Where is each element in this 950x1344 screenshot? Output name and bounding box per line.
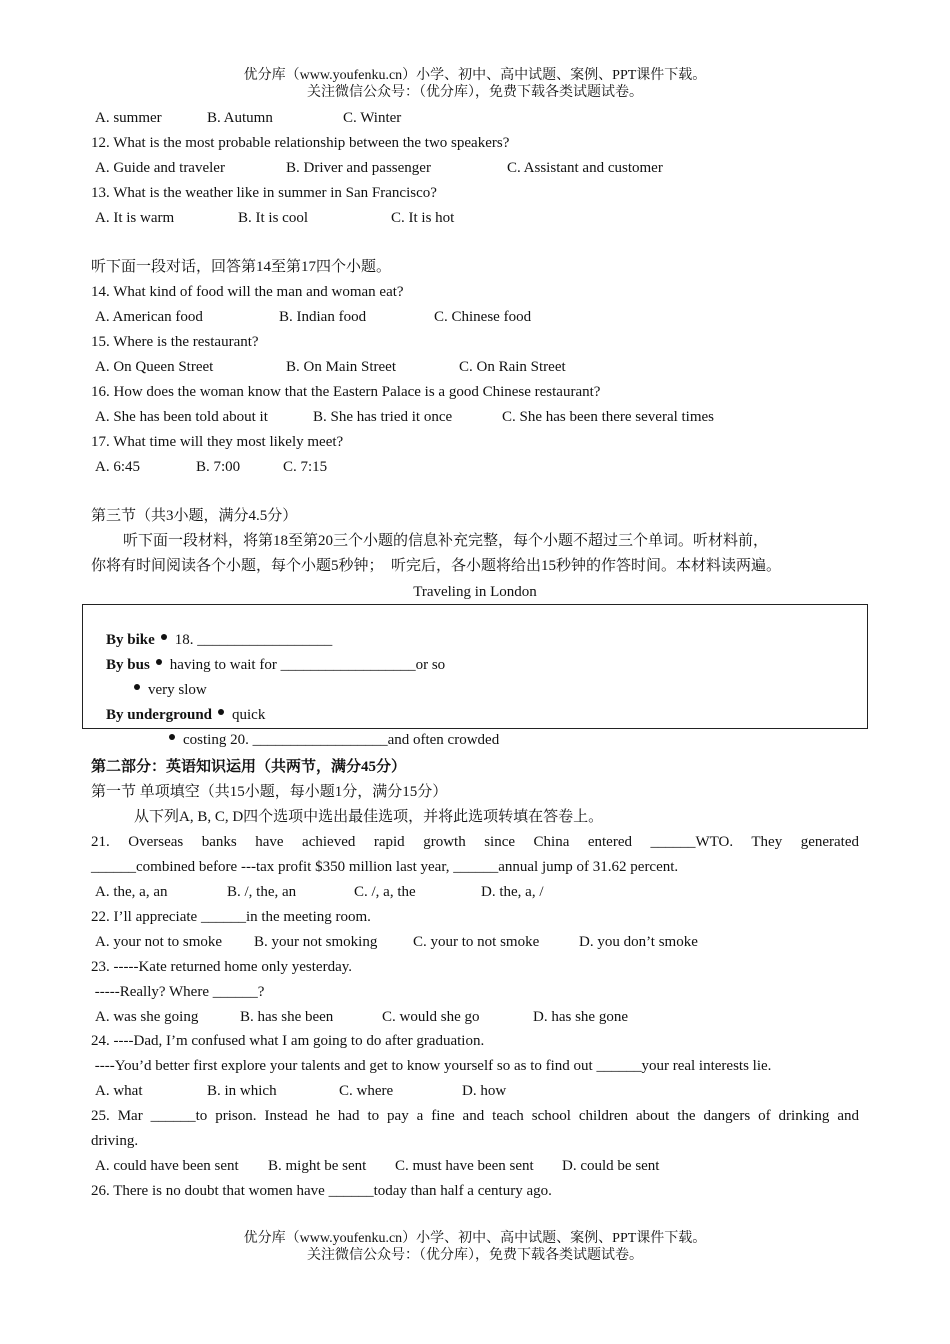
q15-text: 15. Where is the restaurant? xyxy=(91,334,259,350)
q24-text-line-1: 24. ----Dad, I’m confused what I am going to do after graduation. xyxy=(91,1033,485,1049)
part3-instruction-line-1: 听下面一段材料，将第18至第20三个小题的信息补充完整，每个小题不超过三个单词。听材料前， xyxy=(123,533,769,549)
q23-option-b: B. has she been xyxy=(240,1009,334,1025)
q24-option-b: B. in which xyxy=(207,1083,277,1099)
q12-option-a: A. Guide and traveler xyxy=(95,160,225,176)
q11-option-a: A. summer xyxy=(95,110,162,126)
q17-option-b: B. 7:00 xyxy=(196,459,241,475)
page-header xyxy=(0,67,950,101)
q25-option-c: C. must have been sent xyxy=(395,1158,534,1174)
q11-option-c: C. Winter xyxy=(343,110,402,126)
q12-option-c: C. Assistant and customer xyxy=(507,160,663,176)
q17-option-c: C. 7:15 xyxy=(283,459,328,475)
q24-text-line-2: ----You’d better first explore your talents and get to know yourself so as to find out ______your real interests lie. xyxy=(91,1058,772,1074)
q12-option-b: B. Driver and passenger xyxy=(286,160,431,176)
q23-text-line-1: 23. -----Kate returned home only yesterday. xyxy=(91,959,353,975)
table-title: Traveling in London xyxy=(413,584,537,600)
q14-text: 14. What kind of food will the man and woman eat? xyxy=(91,284,404,300)
q16-text: 16. How does the woman know that the Eastern Palace is a good Chinese restaurant? xyxy=(91,384,601,400)
underground-item-2: costing 20. __________________and often crowded xyxy=(183,732,500,748)
q16-option-a: A. She has been told about it xyxy=(95,409,268,425)
q15-option-c: C. On Rain Street xyxy=(459,359,566,375)
q22-option-d: D. you don’t smoke xyxy=(579,934,698,950)
q21-text-line-2: ______combined before ---tax profit $350 million last year, ______annual jump of 31.62 percent. xyxy=(91,859,679,875)
q23-text-line-2: -----Really? Where ______? xyxy=(91,984,265,1000)
q21-text-line-1: 21. Overseas banks have achieved rapid growth since China entered ______WTO. They generated xyxy=(91,834,859,850)
page-footer xyxy=(0,1230,950,1264)
q13-option-c: C. It is hot xyxy=(391,210,455,226)
q13-option-b: B. It is cool xyxy=(238,210,308,226)
header-line-1: 优分库（www.youfenku.cn）小学、初中、高中试题、案例、PPT课件下载。 xyxy=(243,68,707,83)
bullet-icon xyxy=(169,734,175,740)
q17-text: 17. What time will they most likely meet? xyxy=(91,434,344,450)
q21-option-a: A. the, a, an xyxy=(95,884,168,900)
section-14-17-instruction: 听下面一段对话，回答第14至第17四个小题。 xyxy=(91,259,392,275)
q23-option-d: D. has she gone xyxy=(533,1009,628,1025)
q25-text-line-1: 25. Mar ______to prison. Instead he had to pay a fine and teach school children about the dangers of drinking and xyxy=(91,1108,859,1124)
q21-option-c: C. /, a, the xyxy=(354,884,416,900)
bus-label: By bus xyxy=(106,657,150,673)
q16-option-b: B. She has tried it once xyxy=(313,409,453,425)
footer-line-2: 关注微信公众号：（优分库），免费下载各类试题试卷。 xyxy=(307,1248,643,1263)
travel-info-table xyxy=(82,604,868,748)
q21-option-b: B. /, the, an xyxy=(227,884,297,900)
q26-text: 26. There is no doubt that women have ______today than half a century ago. xyxy=(91,1183,552,1199)
q14-option-c: C. Chinese food xyxy=(434,309,532,325)
q23-option-a: A. was she going xyxy=(95,1009,199,1025)
q25-text-line-2: driving. xyxy=(91,1133,139,1149)
q25-option-d: D. could be sent xyxy=(562,1158,660,1174)
q17-option-a: A. 6:45 xyxy=(95,459,140,475)
part2-title: 第二部分：英语知识运用（共两节，满分45分） xyxy=(91,759,407,775)
part2-section1-title: 第一节 单项填空（共15小题，每小题1分，满分15分） xyxy=(91,784,448,800)
q14-option-b: B. Indian food xyxy=(279,309,367,325)
part3-instruction-line-2: 你将有时间阅读各个小题，每个小题5秒钟； 听完后，各小题将给出15秒钟的作答时间。本材料读两遍。 xyxy=(91,558,782,574)
q25-option-a: A. could have been sent xyxy=(95,1158,239,1174)
q22-text: 22. I’ll appreciate ______in the meeting room. xyxy=(91,909,371,925)
q16-option-c: C. She has been there several times xyxy=(502,409,715,425)
footer-line-1: 优分库（www.youfenku.cn）小学、初中、高中试题、案例、PPT课件下载。 xyxy=(243,1231,707,1246)
bus-item-1: having to wait for __________________or so xyxy=(169,657,446,673)
bike-item: 18. __________________ xyxy=(174,632,333,648)
q14-option-a: A. American food xyxy=(95,309,203,325)
part3-title: 第三节（共3小题，满分4.5分） xyxy=(91,508,298,524)
q12-text: 12. What is the most probable relationship between the two speakers? xyxy=(91,135,510,151)
q25-option-b: B. might be sent xyxy=(268,1158,367,1174)
q15-option-a: A. On Queen Street xyxy=(95,359,214,375)
underground-label: By underground xyxy=(106,707,213,723)
header-line-2: 关注微信公众号：（优分库），免费下载各类试题试卷。 xyxy=(307,85,643,100)
q24-option-d: D. how xyxy=(462,1083,507,1099)
bike-label: By bike xyxy=(106,632,155,648)
q22-option-b: B. your not smoking xyxy=(254,934,378,950)
q11-option-b: B. Autumn xyxy=(207,110,273,126)
q22-option-a: A. your not to smoke xyxy=(95,934,223,950)
bus-item-2: very slow xyxy=(148,682,207,698)
q22-option-c: C. your to not smoke xyxy=(413,934,540,950)
q15-option-b: B. On Main Street xyxy=(286,359,396,375)
q23-option-c: C. would she go xyxy=(382,1009,480,1025)
q13-option-a: A. It is warm xyxy=(95,210,175,226)
part2-section1-instruction: 从下列A, B, C, D四个选项中选出最佳选项，并将此选项转填在答卷上。 xyxy=(134,809,604,825)
q24-option-c: C. where xyxy=(339,1083,394,1099)
underground-item-1: quick xyxy=(232,707,266,723)
q21-option-d: D. the, a, / xyxy=(481,884,544,900)
q24-option-a: A. what xyxy=(95,1083,143,1099)
q13-text: 13. What is the weather like in summer in San Francisco? xyxy=(91,185,437,201)
